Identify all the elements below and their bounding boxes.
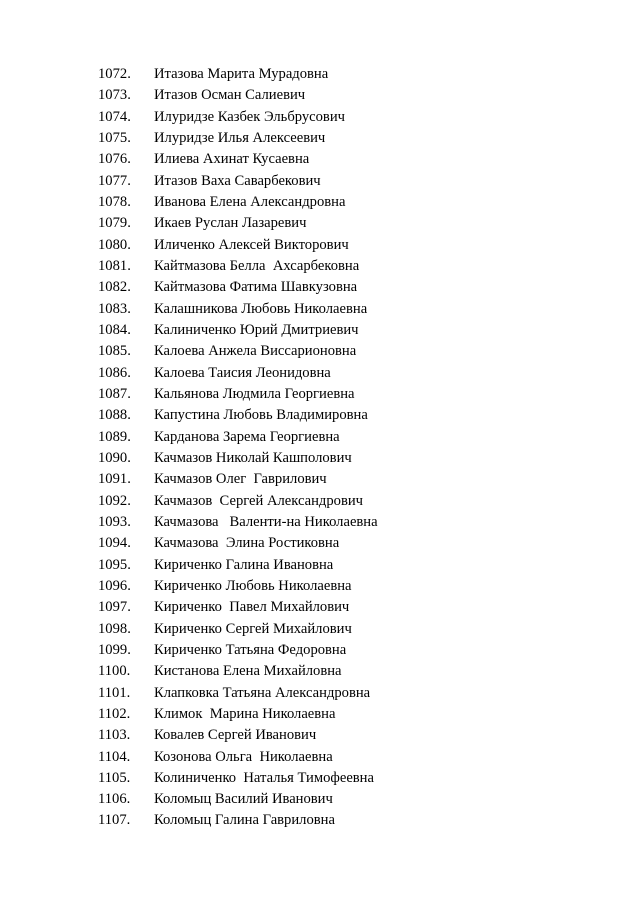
list-item [98,661,578,682]
entry-name: Качмазов Олег Гаврилович [154,471,327,488]
entry-name: Кириченко Сергей Михайлович [154,620,352,637]
list-item [98,299,578,320]
entry-number: 1086. [98,364,131,381]
entry-number: 1079. [98,215,131,232]
entry-name: Калиниченко Юрий Дмитриевич [154,321,359,338]
entry-number: 1091. [98,471,131,488]
list-item [98,405,578,426]
entry-name: Иличенко Алексей Викторович [154,236,349,253]
entry-name: Карданова Зарема Георгиевна [154,428,340,445]
entry-number: 1084. [98,321,131,338]
entry-number: 1090. [98,449,131,466]
entry-number: 1098. [98,620,131,637]
entry-name: Козонова Ольга Николаевна [154,748,333,765]
entry-number: 1095. [98,556,131,573]
entry-number: 1072. [98,66,131,82]
entry-number: 1078. [98,193,131,210]
entry-name: Кайтмазова Белла Ахсарбековна [154,257,360,274]
list-item [98,235,578,256]
entry-number: 1092. [98,492,131,509]
list-item [98,448,578,469]
entry-name: Клапковка Татьяна Александровна [154,684,371,701]
list-item [98,171,578,192]
entry-name: Коломыц Галина Гавриловна [154,812,335,829]
list-item [98,85,578,106]
entry-name: Кириченко Любовь Николаевна [154,577,352,594]
list-item [98,149,578,170]
entry-number: 1093. [98,513,131,530]
entry-number: 1074. [98,108,131,125]
entry-name: Качмазов Николай Кашполович [154,449,352,466]
list-item [98,576,578,597]
list-item [98,619,578,640]
entry-number: 1073. [98,87,131,104]
entry-name: Итазов Осман Салиевич [154,87,306,104]
entry-number: 1082. [98,279,131,296]
entry-name: Колиниченко Наталья Тимофеевна [154,769,374,786]
list-item [98,107,578,128]
entry-number: 1089. [98,428,131,445]
entry-number: 1099. [98,641,131,658]
entry-number: 1077. [98,172,131,189]
name-list [98,64,578,832]
entry-name: Калашникова Любовь Николаевна [154,300,368,317]
list-item [98,747,578,768]
entry-name: Кайтмазова Фатима Шавкузовна [154,279,358,296]
list-item [98,192,578,213]
entry-name: Ковалев Сергей Иванович [154,727,317,744]
entry-name: Итазов Ваха Саварбекович [154,172,321,189]
entry-name: Итазова Марита Мурадовна [154,66,329,82]
list-item [98,64,578,85]
list-item [98,555,578,576]
entry-name: Калоева Анжела Виссарионовна [154,343,357,360]
entry-name: Кириченко Галина Ивановна [154,556,334,573]
entry-number: 1080. [98,236,131,253]
entry-number: 1097. [98,599,131,616]
list-item [98,213,578,234]
entry-name: Икаев Руслан Лазаревич [154,215,307,232]
entry-name: Илуридзе Казбек Эльбрусович [154,108,345,125]
entry-name: Кириченко Татьяна Федоровна [154,641,347,658]
entry-number: 1096. [98,577,131,594]
list-item [98,789,578,810]
list-item [98,683,578,704]
list-item [98,427,578,448]
entry-name: Иванова Елена Александровна [154,193,346,210]
list-item [98,320,578,341]
entry-name: Илиева Ахинат Кусаевна [154,151,310,168]
list-item [98,277,578,298]
entry-name: Кистанова Елена Михайловна [154,663,342,680]
entry-number: 1081. [98,257,131,274]
list-item [98,597,578,618]
entry-number: 1101. [98,684,131,701]
list-item [98,640,578,661]
list-item [98,704,578,725]
list-item [98,533,578,554]
entry-number: 1088. [98,407,131,424]
entry-number: 1106. [98,791,131,808]
entry-number: 1075. [98,129,131,146]
entry-number: 1102. [98,705,131,722]
entry-name: Калоева Таисия Леонидовна [154,364,331,381]
entry-number: 1087. [98,385,131,402]
entry-number: 1083. [98,300,131,317]
entry-number: 1104. [98,748,131,765]
entry-name: Качмазова Валенти-на Николаевна [154,513,378,530]
entry-number: 1076. [98,151,131,168]
entry-name: Капустина Любовь Владимировна [154,407,368,424]
entry-name: Климок Марина Николаевна [154,705,336,722]
list-item [98,768,578,789]
entry-name: Качмазов Сергей Александрович [154,492,363,509]
list-item [98,363,578,384]
list-item [98,725,578,746]
list-item [98,512,578,533]
entry-number: 1094. [98,535,131,552]
entry-number: 1085. [98,343,131,360]
entry-number: 1100. [98,663,131,680]
entry-name: Качмазова Элина Ростиковна [154,535,340,552]
entry-name: Илуридзе Илья Алексеевич [154,129,326,146]
list-item [98,491,578,512]
list-item [98,810,578,831]
entry-number: 1103. [98,727,131,744]
list-item [98,469,578,490]
list-item [98,128,578,149]
entry-name: Коломыц Василий Иванович [154,791,333,808]
entry-name: Кальянова Людмила Георгиевна [154,385,355,402]
list-item [98,384,578,405]
entry-number: 1107. [98,812,131,829]
list-item [98,256,578,277]
entry-number: 1105. [98,769,131,786]
entry-name: Кириченко Павел Михайлович [154,599,350,616]
list-item [98,341,578,362]
